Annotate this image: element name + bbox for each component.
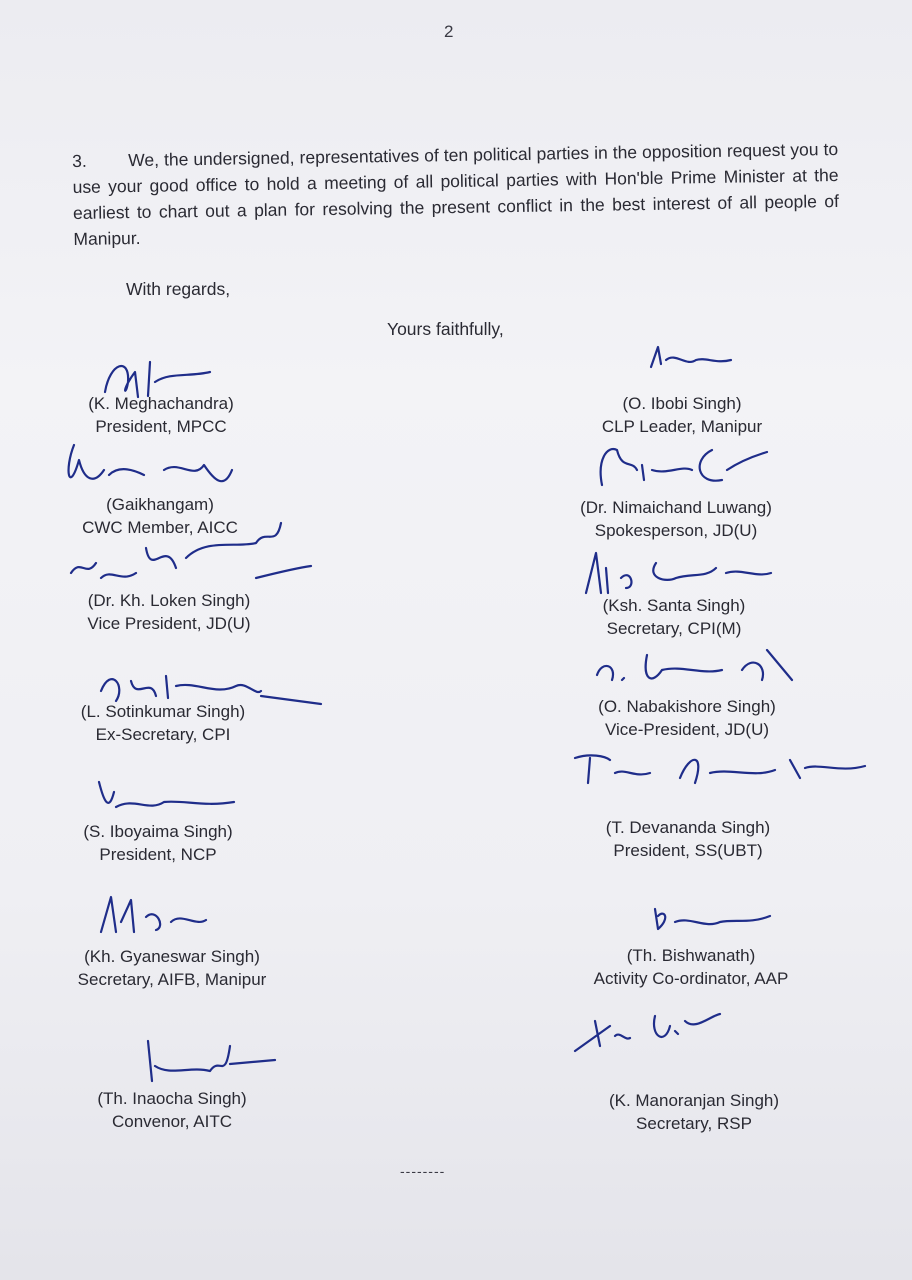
signatory-name: (Ksh. Santa Singh): [602, 596, 746, 615]
signatory-title: President, MPCC: [95, 417, 227, 436]
signatory-name: (Th. Bishwanath): [626, 946, 756, 965]
signatory-left-7: [84, 1087, 260, 1133]
signature-inaocha: [140, 1036, 280, 1088]
signatory-left-6: [62, 945, 282, 991]
signatory-title: Convenor, AITC: [111, 1112, 232, 1131]
signature-devananda: [570, 748, 870, 790]
signatory-title: Spokesperson, JD(U): [594, 521, 758, 540]
signature-santa: [576, 548, 776, 598]
signatory-left-5: [70, 820, 246, 866]
signatory-name: (S. Iboyaima Singh): [83, 822, 233, 841]
signatory-title: President, NCP: [99, 845, 217, 864]
signatory-right-7: [592, 1089, 796, 1135]
signatory-right-3: [584, 594, 764, 640]
signatory-title: Secretary, AIFB, Manipur: [77, 970, 267, 989]
signatory-name: (Th. Inaocha Singh): [97, 1089, 247, 1108]
signatory-right-6: [578, 944, 804, 990]
signatory-title: Secretary, RSP: [636, 1114, 752, 1133]
signatory-name: (K. Manoranjan Singh): [608, 1091, 780, 1110]
signatory-title: Vice President, JD(U): [87, 614, 251, 633]
signatory-name: (L. Sotinkumar Singh): [80, 702, 246, 721]
signatory-title: Vice-President, JD(U): [604, 720, 770, 739]
request-paragraph: [72, 136, 840, 252]
signatory-right-2: [566, 496, 786, 542]
signature-manoranjan: [570, 1006, 730, 1056]
signature-gaikhangam: [64, 440, 244, 500]
signatory-left-1: [76, 392, 246, 438]
signature-nimaichand: [592, 440, 772, 490]
signatory-right-4: [584, 695, 790, 741]
signatory-left-3: [74, 589, 264, 635]
signatory-title: CWC Member, AICC: [82, 518, 238, 537]
signatory-name: (Gaikhangam): [106, 495, 214, 514]
signatory-right-5: [590, 816, 786, 862]
signatory-name: (K. Meghachandra): [88, 394, 234, 413]
closing-regards: With regards,: [126, 279, 231, 299]
paragraph-text: We, the undersigned, representatives of ten political parties in the opposition request you to use your good office to hold a meeting of all political parties with Hon'ble Prime Minister at the earliest to chart out a plan for resolving the present conflict in the best interest of all people of Manipur.: [72, 138, 840, 249]
closing-faithfully: Yours faithfully,: [387, 319, 504, 339]
signatory-right-1: [592, 392, 772, 438]
footer-separator: --------: [400, 1163, 446, 1179]
signature-ibobi: [646, 342, 736, 374]
signatory-title: President, SS(UBT): [613, 841, 763, 860]
signatory-name: (Dr. Nimaichand Luwang): [580, 498, 772, 517]
signatory-left-2: [70, 493, 250, 539]
signature-bishwanath: [650, 904, 780, 934]
signatory-title: Secretary, CPI(M): [606, 619, 742, 638]
signatory-title: Activity Co-ordinator, AAP: [593, 969, 789, 988]
signature-gyaneswar: [96, 892, 216, 942]
page-number: 2: [444, 22, 454, 41]
signature-iboyaima: [94, 772, 244, 822]
signatory-name: (O. Ibobi Singh): [622, 394, 742, 413]
signatory-name: (T. Devananda Singh): [605, 818, 771, 837]
signatory-title: CLP Leader, Manipur: [601, 417, 763, 436]
signature-nabakishore: [592, 640, 802, 695]
signatory-name: (Dr. Kh. Loken Singh): [87, 591, 251, 610]
paragraph-number: 3.: [72, 150, 87, 171]
signatory-title: Ex-Secretary, CPI: [95, 725, 231, 744]
signatory-left-4: [68, 700, 258, 746]
signatory-name: (O. Nabakishore Singh): [598, 697, 776, 716]
signatory-name: (Kh. Gyaneswar Singh): [84, 947, 260, 966]
